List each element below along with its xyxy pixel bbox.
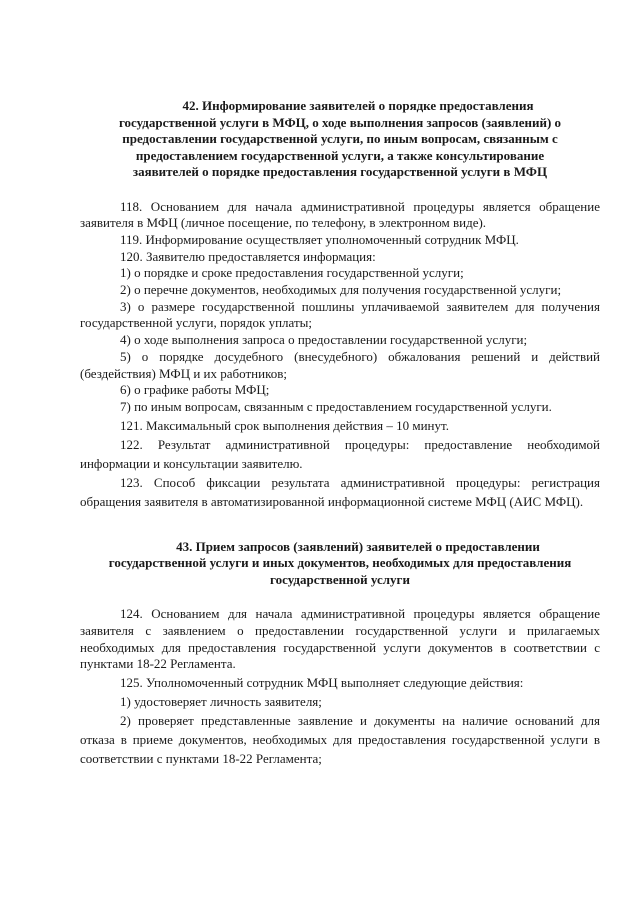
- list-item: 7) по иным вопросам, связанным с предоставлением государственной услуги.: [120, 398, 552, 414]
- heading-line: 42. Информирование заявителей о порядке предоставления: [182, 98, 534, 113]
- paragraph-118: 118. Основанием для начала административной процедуры является обращение заявителя в МФЦ (личное посещение, по телефону, в электронном виде).: [80, 198, 600, 231]
- list-item: 2) проверяет представленные заявление и документы на наличие оснований для отказа в приеме документов, необходимых для предоставления государственной услуги в соответствии с пунктами 18-22 Регламента;: [80, 712, 600, 766]
- list-item: 2) о перечне документов, необходимых для получения государственной услуги;: [120, 282, 562, 298]
- paragraph-121: 121. Максимальный срок выполнения действия – 10 минут.: [120, 417, 449, 433]
- list-item: 3) о размере государственной пошлины уплачиваемой заявителем для получения государственной услуги, порядок уплаты;: [80, 298, 600, 331]
- paragraph-119: 119. Информирование осуществляет уполномоченный сотрудник МФЦ.: [120, 231, 519, 247]
- heading-line: государственной услуги в МФЦ, о ходе выполнения запросов (заявлений) о: [118, 114, 562, 130]
- heading-line: государственной услуги и иных документов, необходимых для предоставления: [108, 555, 572, 571]
- section-42-heading: [80, 98, 600, 181]
- list-item: 1) о порядке и сроке предоставления государственной услуги;: [120, 265, 464, 281]
- heading-line: 43. Прием запросов (заявлений) заявителей о предоставлении: [176, 538, 540, 554]
- heading-line: заявителей о порядке предоставления государственной услуги в МФЦ: [132, 164, 548, 179]
- paragraph-125: 125. Уполномоченный сотрудник МФЦ выполняет следующие действия:: [120, 674, 524, 690]
- paragraph-122: 122. Результат административной процедуры: предоставление необходимой информации и консультации заявителю.: [80, 436, 600, 471]
- paragraph-124: 124. Основанием для начала административной процедуры является обращение заявителя с заявлением о предоставлении государственной услуги и прилагаемых необходимых для предоставления государственной услуги документов в соответствии с пунктами 18-22 Регламента.: [80, 606, 600, 672]
- list-item: 1) удостоверяет личность заявителя;: [120, 693, 322, 709]
- list-item: 5) о порядке досудебного (внесудебного) обжалования решений и действий (бездействия) МФЦ и их работников;: [80, 348, 600, 381]
- paragraph-120: 120. Заявителю предоставляется информация:: [120, 248, 376, 264]
- heading-line: государственной услуги: [270, 571, 410, 587]
- paragraph-123: 123. Способ фиксации результата административной процедуры: регистрация обращения заявителя в автоматизированной информационной системе МФЦ (АИС МФЦ).: [80, 474, 600, 509]
- heading-line: предоставлении государственной услуги, по иным вопросам, связанным с: [122, 131, 558, 146]
- heading-line: предоставлением государственной услуги, а также консультирование: [135, 147, 545, 163]
- section-43-heading: [80, 539, 600, 589]
- list-item: 4) о ходе выполнения запроса о предоставлении государственной услуги;: [120, 332, 528, 348]
- list-item: 6) о графике работы МФЦ;: [120, 382, 270, 398]
